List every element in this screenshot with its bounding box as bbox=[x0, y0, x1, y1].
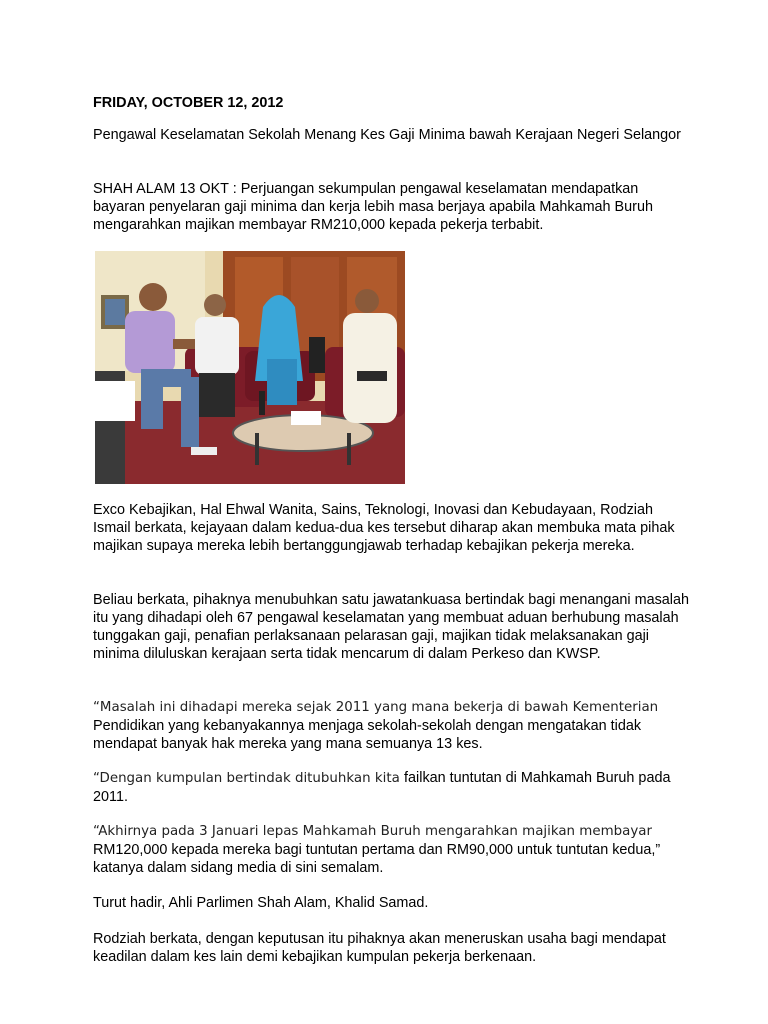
paragraph-4-rest: failkan tuntutan di Mahkamah Buruh pada 2011. bbox=[93, 770, 671, 805]
paragraph-5-rest: RM120,000 kepada mereka bagi tuntutan pertama dan RM90,000 untuk tuntutan kedua,” katanya dalam sidang media di sini semalam. bbox=[93, 842, 661, 876]
article-paragraph-7: Rodziah berkata, dengan keputusan itu pihaknya akan meneruskan usaha bagi mendapat keadilan dalam kes lain demi kebajikan kumpulan pekerja berkenaan. bbox=[93, 931, 666, 965]
article-paragraph-6: Turut hadir, Ahli Parlimen Shah Alam, Khalid Samad. bbox=[93, 895, 429, 911]
paragraph-4-first-part: “Dengan kumpulan bertindak ditubuhkan kita bbox=[93, 771, 405, 786]
press-conference-photo bbox=[95, 251, 405, 484]
article-paragraph-3 bbox=[93, 698, 693, 753]
paragraph-3-rest: Pendidikan yang kebanyakannya menjaga sekolah-sekolah dengan mengatakan tidak mendapat banyak hak mereka yang mana semuanya 13 kes. bbox=[93, 718, 642, 752]
article-paragraph-4 bbox=[93, 769, 693, 806]
paragraph-3-first-line: “Masalah ini dihadapi mereka sejak 2011 yang mana bekerja di bawah Kementerian bbox=[93, 700, 659, 715]
paragraph-5-first-line: “Akhirnya pada 3 Januari lepas Mahkamah Buruh mengarahkan majikan membayar bbox=[93, 824, 652, 839]
article-paragraph-5 bbox=[93, 822, 693, 877]
article-date: FRIDAY, OCTOBER 12, 2012 bbox=[93, 95, 284, 111]
article-paragraph-1: Exco Kebajikan, Hal Ehwal Wanita, Sains, Teknologi, Inovasi dan Kebudayaan, Rodziah Ismail berkata, kejayaan dalam kedua-dua kes tersebut diharap akan membuka mata pihak majikan supaya mereka lebih bertanggungjawab terhadap kebajikan pekerja mereka. bbox=[93, 502, 675, 554]
press-conference-illustration bbox=[95, 251, 405, 484]
article-lead-paragraph: SHAH ALAM 13 OKT : Perjuangan sekumpulan pengawal keselamatan mendapatkan bayaran penyelaran gaji minima dan kerja lebih masa berjaya apabila Mahkamah Buruh mengarahkan majikan membayar RM210,000 kepada pekerja terbabit. bbox=[93, 181, 653, 233]
article-headline: Pengawal Keselamatan Sekolah Menang Kes Gaji Minima bawah Kerajaan Negeri Selangor bbox=[93, 127, 681, 143]
article-paragraph-2: Beliau berkata, pihaknya menubuhkan satu jawatankuasa bertindak bagi menangani masalah itu yang dihadapi oleh 67 pengawal keselamatan yang membuat aduan berhubung masalah tunggakan gaji, penafian perlaksanaan pelarasan gaji, majikan tidak melaksanakan gaji minima diluluskan kerajaan serta tidak mencarum di dalam Perkeso dan KWSP. bbox=[93, 592, 690, 662]
